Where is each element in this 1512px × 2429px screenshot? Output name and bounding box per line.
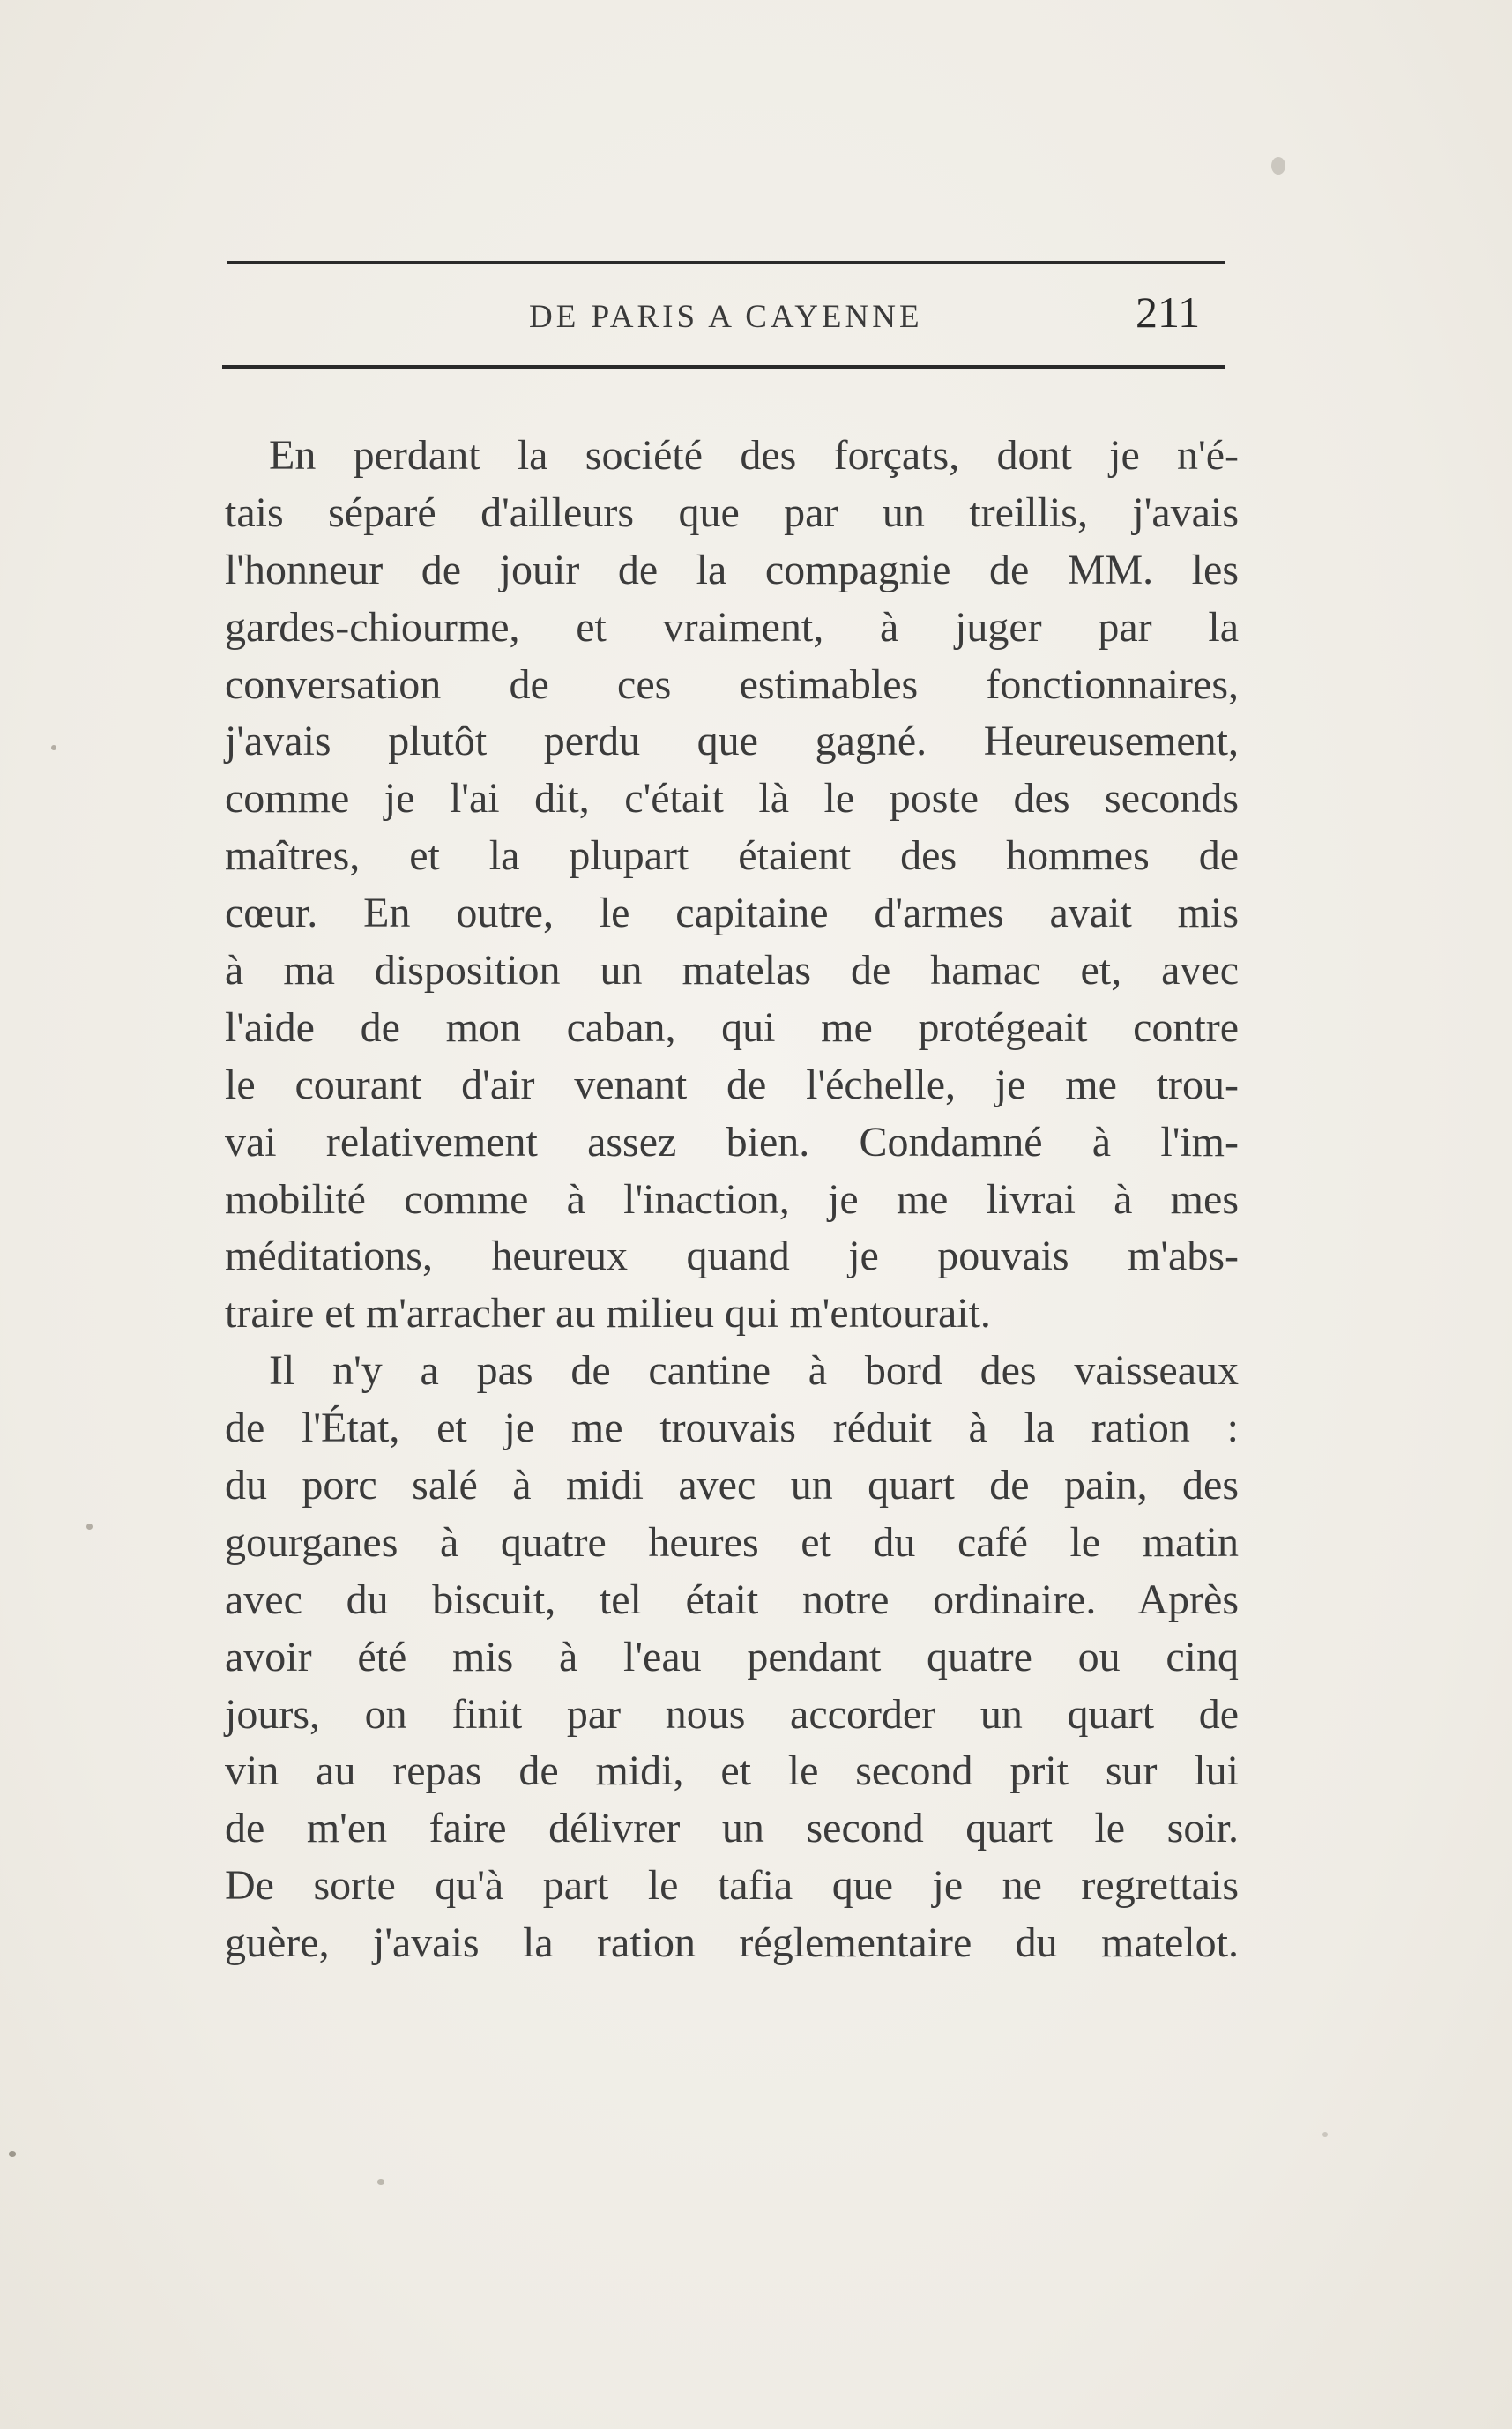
body-text	[225, 428, 1239, 1972]
text-line: maîtres, et la plupart étaient des hommes de	[225, 832, 1239, 880]
paper-speck	[86, 1524, 93, 1530]
paper-speck	[1322, 2132, 1328, 2137]
text-line: avec du biscuit, tel était notre ordinaire. Après	[225, 1576, 1239, 1623]
text-line: De sorte qu'à part le tafia que je ne regrettais	[225, 1862, 1239, 1910]
text-line: mobilité comme à l'inaction, je me livrai à mes	[225, 1175, 1239, 1223]
text-line: de m'en faire délivrer un second quart le soir.	[225, 1805, 1239, 1852]
text-line: traire et m'arracher au milieu qui m'entourait.	[225, 1290, 991, 1337]
text-line: à ma disposition un matelas de hamac et, avec	[225, 947, 1239, 995]
text-line: guère, j'avais la ration réglementaire du matelot.	[225, 1919, 1239, 1967]
text-line: le courant d'air venant de l'échelle, je me trou-	[225, 1061, 1239, 1108]
paper-speck	[377, 2179, 384, 2185]
text-line: En perdant la société des forçats, dont je n'é-	[269, 432, 1239, 479]
text-line: jours, on finit par nous accorder un quart de	[225, 1690, 1239, 1738]
page-number: 211	[1136, 287, 1201, 337]
paper-speck	[51, 745, 56, 750]
header-rule-bottom	[222, 365, 1225, 369]
text-line: du porc salé à midi avec un quart de pain, des	[225, 1462, 1239, 1509]
text-line: conversation de ces estimables fonctionnaires,	[225, 660, 1239, 708]
paper-speck	[1271, 157, 1285, 175]
text-line: gardes-chiourme, et vraiment, à juger par la	[225, 603, 1239, 651]
running-title: DE PARIS A CAYENNE	[529, 299, 923, 335]
text-line: vai relativement assez bien. Condamné à l'im-	[225, 1118, 1239, 1166]
text-line: vin au repas de midi, et le second prit sur lui	[225, 1747, 1239, 1795]
text-line: Il n'y a pas de cantine à bord des vaisseaux	[269, 1347, 1239, 1395]
paper-speck	[9, 2151, 16, 2157]
text-line: l'honneur de jouir de la compagnie de MM. les	[225, 546, 1239, 593]
text-line: gourganes à quatre heures et du café le matin	[225, 1518, 1239, 1566]
text-line: l'aide de mon caban, qui me protégeait contre	[225, 1003, 1239, 1051]
text-line: comme je l'ai dit, c'était là le poste des seconds	[225, 775, 1239, 823]
header-rule-top	[227, 261, 1225, 264]
text-line: cœur. En outre, le capitaine d'armes avait mis	[225, 890, 1239, 937]
text-line: méditations, heureux quand je pouvais m'abs-	[225, 1233, 1239, 1280]
text-line: avoir été mis à l'eau pendant quatre ou cinq	[225, 1633, 1239, 1680]
text-line: tais séparé d'ailleurs que par un treillis, j'avais	[225, 488, 1239, 536]
text-line: j'avais plutôt perdu que gagné. Heureusement,	[225, 718, 1239, 765]
text-line: de l'État, et je me trouvais réduit à la ration :	[225, 1404, 1239, 1452]
